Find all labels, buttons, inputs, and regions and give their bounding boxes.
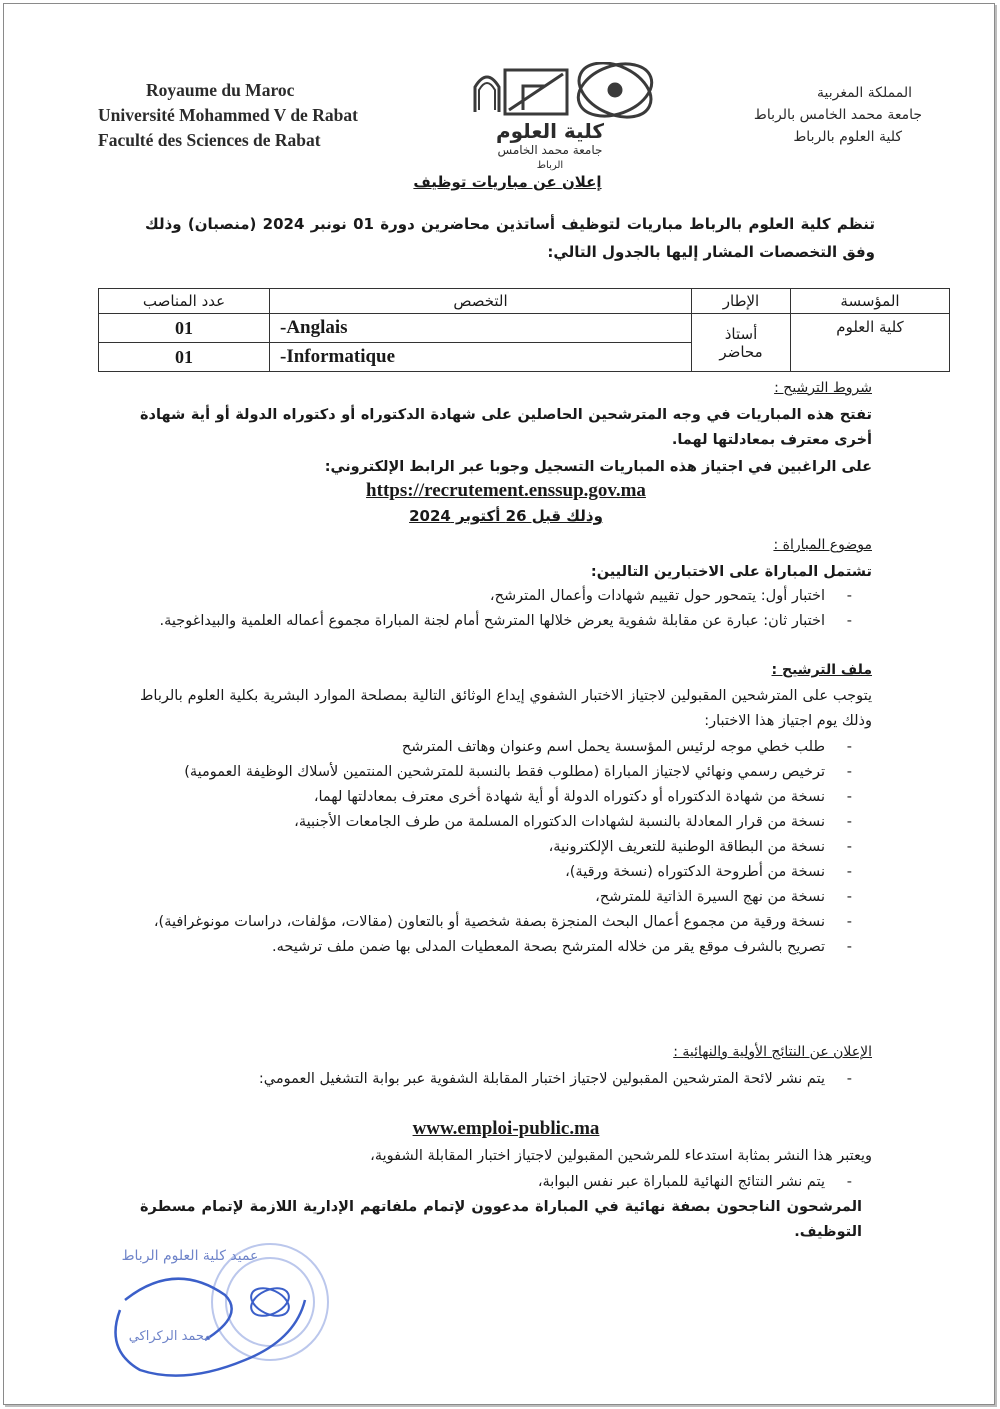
- header-faculty-ar: كلية العلوم بالرباط: [793, 129, 902, 145]
- logo-text-main: كلية العلوم: [495, 119, 605, 143]
- cell-specialty: -Informatique: [270, 343, 692, 372]
- conditions-heading: شروط الترشيح :: [774, 380, 872, 396]
- header-kingdom-fr: Royaume du Maroc: [146, 80, 295, 100]
- results-heading: الإعلان عن النتائج الأولية والنهائية :: [673, 1044, 872, 1060]
- conditions-text: تفتح هذه المباريات في وجه المترشحين الحاصلين على شهادة الدكتوراه أو دكتوراه الدولة أو أية شهادة أخرى معترف بمعادلتها لهما.: [140, 407, 872, 448]
- list-item: - نسخة من البطاقة الوطنية للتعريف الإلكترونية،: [140, 835, 880, 860]
- logo-text-city: الرباط: [536, 160, 564, 171]
- list-item: - ترخيص رسمي ونهائي لاجتياز المباراة (مطلوب فقط بالنسبة للمترشحين المنتمين لأسلاك الوظيفة العمومية): [140, 760, 880, 785]
- stamp-icon: [95, 1240, 335, 1390]
- file-intro: يتوجب على المترشحين المقبولين لاجتياز الاختبار الشفوي إيداع الوثائق التالية بمصلحة الموارد البشرية بكلية العلوم بالرباط وذلك يوم اجتياز هذا الاختبار:: [140, 688, 872, 729]
- list-item: - نسخة من شهادة الدكتوراه أو دكتوراه الدولة أو أية شهادة أخرى معترف بمعادلتها لهما،: [140, 785, 880, 810]
- list-item: - نسخة من أطروحة الدكتوراه (نسخة ورقية)،: [140, 860, 880, 885]
- subject-intro: تشتمل المباراة على الاختبارين التاليين:: [590, 564, 872, 580]
- file-list: [140, 735, 880, 960]
- list-item: - نسخة من قرار المعادلة بالنسبة لشهادات الدكتوراه المسلمة من طرف الجامعات الأجنبية،: [140, 810, 880, 835]
- col-institution-header: المؤسسة: [791, 289, 950, 314]
- results-url-link[interactable]: www.emploi-public.ma: [412, 1118, 600, 1139]
- results-final: المرشحون الناجحون بصفة نهائية في المباراة مدعوون لإتمام ملفاتهم الإدارية اللازمة لإتمام مسطرة التوظيف.: [140, 1199, 862, 1240]
- list-item: - اختبار ثان: عبارة عن مقابلة شفوية يعرض خلالها المترشح أمام لجنة المباراة مجموع أعماله العلمية والبيداغوجية.: [140, 609, 880, 634]
- deadline-text: وذلك قبل 26 أكتوبر 2024: [409, 507, 603, 525]
- registration-url-link[interactable]: https://recrutement.enssup.gov.ma: [366, 480, 646, 501]
- file-heading: ملف الترشيح :: [771, 662, 872, 678]
- cell-count: 01: [99, 314, 270, 343]
- cell-count: 01: [99, 343, 270, 372]
- list-item: - نسخة من نهج السيرة الذاتية للمترشح،: [140, 885, 880, 910]
- dean-stamp-signature: [95, 1240, 335, 1390]
- subject-heading: موضوع المباراة :: [773, 537, 872, 553]
- results-note: ويعتبر هذا النشر بمثابة استدعاء للمرشحين المقبولين لاجتياز اختبار المقابلة الشفوية،: [370, 1148, 872, 1164]
- cell-institution: كلية العلوم: [791, 314, 950, 372]
- list-item: - اختبار أول: يتمحور حول تقييم شهادات وأعمال المترشح،: [140, 584, 880, 609]
- faculty-logo: [465, 62, 665, 172]
- header-university-fr: Université Mohammed V de Rabat: [98, 105, 358, 125]
- subject-list: [140, 584, 880, 634]
- col-specialty-header: التخصص: [270, 289, 692, 314]
- page-title: إعلان عن مباريات توظيف: [413, 173, 602, 191]
- list-item: - تصريح بالشرف موقع يقر من خلاله المترشح بصحة المعطيات المدلى بها ضمن ملف ترشيحه.: [140, 935, 880, 960]
- results-list-2: [140, 1170, 880, 1195]
- logo-text-university: جامعة محمد الخامس: [497, 143, 603, 157]
- list-item: - يتم نشر لائحة المترشحين المقبولين لاجتياز اختبار المقابلة الشفوية عبر بوابة التشغيل العمومي:: [140, 1067, 880, 1092]
- signature-name: محمد الركراكي: [128, 1329, 212, 1344]
- signature-role: عميد كلية العلوم الرباط: [121, 1248, 259, 1264]
- list-item: - طلب خطي موجه لرئيس المؤسسة يحمل اسم وعنوان وهاتف المترشح: [140, 735, 880, 760]
- col-grade-header: الإطار: [692, 289, 791, 314]
- header-kingdom-ar: المملكة المغربية: [816, 85, 912, 101]
- positions-table: [98, 288, 950, 372]
- table-row: [99, 314, 950, 343]
- table-header-row: [99, 289, 950, 314]
- results-list: [140, 1067, 880, 1092]
- header-arabic: [662, 82, 922, 148]
- intro-paragraph: تنظم كلية العلوم بالرباط مباريات لتوظيف أساتذين محاضرين دورة 01 نونبر 2024 (منصبان) وذلك وفق التخصصات المشار إليها بالجدول التالي:: [145, 215, 875, 261]
- cell-specialty: -Anglais: [270, 314, 692, 343]
- registration-text: على الراغبين في اجتياز هذه المباريات التسجيل وجوبا عبر الرابط الإلكتروني:: [324, 459, 872, 475]
- faculty-logo-icon: [465, 62, 665, 172]
- list-item: - نسخة ورقية من مجموع أعمال البحث المنجزة بصفة شخصية أو بالتعاون (مقالات، مؤلفات، دراسات مونوغرافية)،: [140, 910, 880, 935]
- cell-grade: أستاذ محاضر: [692, 314, 791, 372]
- col-count-header: عدد المناصب: [99, 289, 270, 314]
- header-faculty-fr: Faculté des Sciences de Rabat: [98, 130, 321, 150]
- list-item: - يتم نشر النتائج النهائية للمباراة عبر نفس البوابة،: [140, 1170, 880, 1195]
- header-french: [98, 78, 398, 153]
- registration-url-line: [140, 480, 872, 502]
- header-university-ar: جامعة محمد الخامس بالرباط: [753, 107, 922, 123]
- results-url-line: [140, 1118, 872, 1140]
